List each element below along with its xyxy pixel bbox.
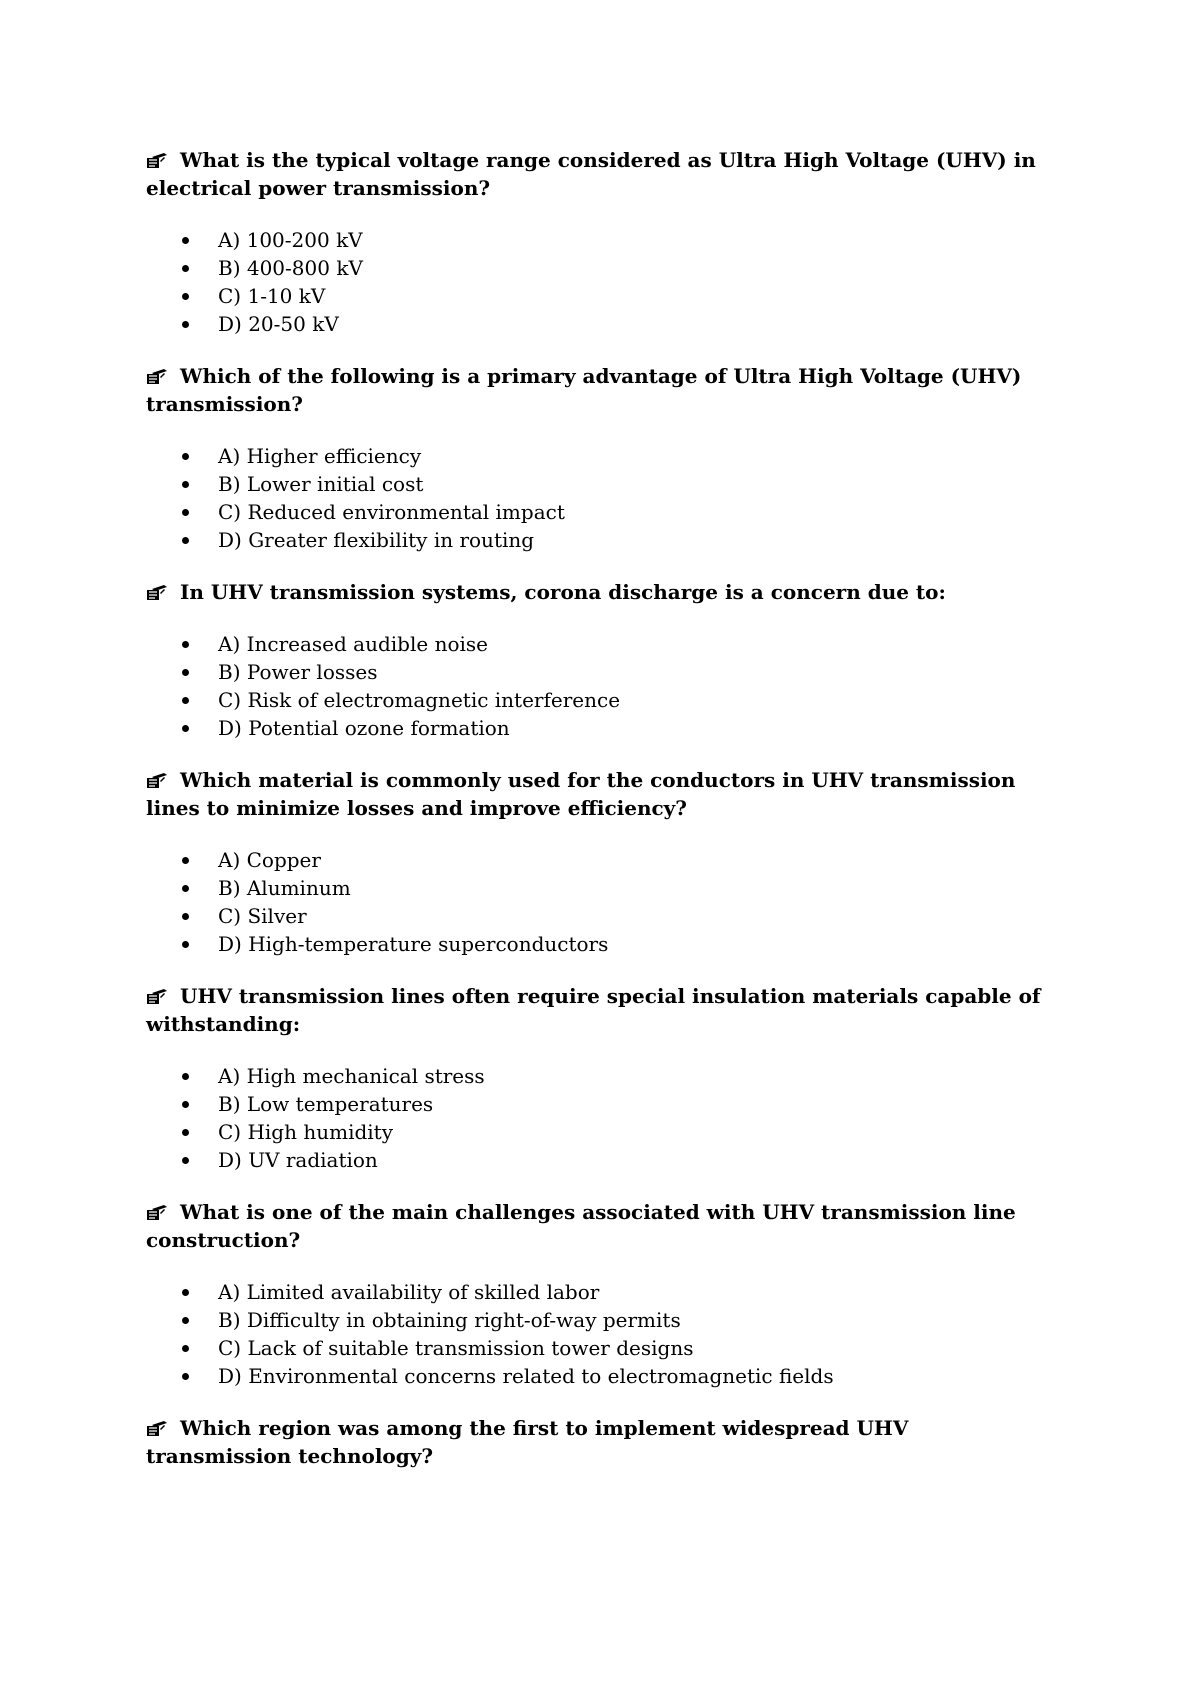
option-list xyxy=(146,1062,1046,1174)
bullet-dot xyxy=(182,481,189,488)
option-item xyxy=(182,226,1046,254)
bullet-dot xyxy=(182,509,189,516)
question-label: What is one of the main challenges associated with UHV transmission line construction? xyxy=(146,1200,1016,1252)
question-block xyxy=(146,1414,1046,1470)
option-list xyxy=(146,846,1046,958)
option-label: D) Greater flexibility in routing xyxy=(218,528,535,552)
option-label: A) Limited availability of skilled labor xyxy=(218,1280,600,1304)
option-item xyxy=(182,254,1046,282)
option-label: C) 1-10 kV xyxy=(218,284,326,308)
question-label: Which region was among the first to implement widespread UHV transmission technology? xyxy=(146,1416,909,1468)
option-label: B) Lower initial cost xyxy=(218,472,424,496)
question-block xyxy=(146,766,1046,958)
bullet-dot xyxy=(182,885,189,892)
page-with-pencil-icon xyxy=(146,772,170,789)
bullet-dot xyxy=(182,857,189,864)
page-with-pencil-icon xyxy=(146,152,170,169)
option-label: D) UV radiation xyxy=(218,1148,378,1172)
option-item xyxy=(182,1362,1046,1390)
option-item xyxy=(182,470,1046,498)
question-label: UHV transmission lines often require special insulation materials capable of withstanding: xyxy=(146,984,1041,1036)
question-text xyxy=(146,362,1046,418)
question-label: What is the typical voltage range considered as Ultra High Voltage (UHV) in electrical power transmission? xyxy=(146,148,1036,200)
question-text xyxy=(146,578,1046,606)
option-item xyxy=(182,1306,1046,1334)
question-label: In UHV transmission systems, corona discharge is a concern due to: xyxy=(180,580,946,604)
option-label: C) Silver xyxy=(218,904,307,928)
option-item xyxy=(182,1062,1046,1090)
option-label: D) Environmental concerns related to electromagnetic fields xyxy=(218,1364,834,1388)
option-label: C) High humidity xyxy=(218,1120,393,1144)
bullet-dot xyxy=(182,641,189,648)
bullet-dot xyxy=(182,669,189,676)
option-item xyxy=(182,630,1046,658)
option-item xyxy=(182,442,1046,470)
option-item xyxy=(182,714,1046,742)
bullet-dot xyxy=(182,321,189,328)
option-label: B) Aluminum xyxy=(218,876,351,900)
option-label: D) Potential ozone formation xyxy=(218,716,510,740)
question-text xyxy=(146,1198,1046,1254)
question-text xyxy=(146,766,1046,822)
option-label: B) Power losses xyxy=(218,660,378,684)
bullet-dot xyxy=(182,1317,189,1324)
bullet-dot xyxy=(182,1101,189,1108)
bullet-dot xyxy=(182,1073,189,1080)
question-text xyxy=(146,982,1046,1038)
question-text xyxy=(146,146,1046,202)
option-label: B) 400-800 kV xyxy=(218,256,363,280)
option-label: C) Risk of electromagnetic interference xyxy=(218,688,621,712)
page-with-pencil-icon xyxy=(146,988,170,1005)
option-item xyxy=(182,658,1046,686)
option-item xyxy=(182,902,1046,930)
option-item xyxy=(182,1118,1046,1146)
option-item xyxy=(182,1146,1046,1174)
bullet-dot xyxy=(182,941,189,948)
option-label: B) Low temperatures xyxy=(218,1092,434,1116)
question-block xyxy=(146,982,1046,1174)
option-item xyxy=(182,874,1046,902)
bullet-dot xyxy=(182,1157,189,1164)
page-with-pencil-icon xyxy=(146,584,170,601)
question-text xyxy=(146,1414,1046,1470)
option-item xyxy=(182,686,1046,714)
bullet-dot xyxy=(182,1373,189,1380)
option-item xyxy=(182,526,1046,554)
question-block xyxy=(146,578,1046,742)
option-label: C) Lack of suitable transmission tower designs xyxy=(218,1336,694,1360)
option-item xyxy=(182,1278,1046,1306)
page-with-pencil-icon xyxy=(146,368,170,385)
page-with-pencil-icon xyxy=(146,1420,170,1437)
bullet-dot xyxy=(182,1129,189,1136)
question-block xyxy=(146,146,1046,338)
option-label: A) Higher efficiency xyxy=(218,444,422,468)
bullet-dot xyxy=(182,1345,189,1352)
question-label: Which material is commonly used for the conductors in UHV transmission lines to minimize losses and improve efficiency? xyxy=(146,768,1016,820)
option-item xyxy=(182,498,1046,526)
question-block xyxy=(146,362,1046,554)
bullet-dot xyxy=(182,725,189,732)
option-item xyxy=(182,1334,1046,1362)
question-block xyxy=(146,1198,1046,1390)
question-label: Which of the following is a primary advantage of Ultra High Voltage (UHV) transmission? xyxy=(146,364,1022,416)
option-item xyxy=(182,310,1046,338)
bullet-dot xyxy=(182,453,189,460)
option-list xyxy=(146,630,1046,742)
bullet-dot xyxy=(182,537,189,544)
option-label: D) 20-50 kV xyxy=(218,312,339,336)
option-label: A) High mechanical stress xyxy=(218,1064,485,1088)
option-label: A) Increased audible noise xyxy=(218,632,488,656)
option-list xyxy=(146,1278,1046,1390)
page-with-pencil-icon xyxy=(146,1204,170,1221)
option-item xyxy=(182,846,1046,874)
bullet-dot xyxy=(182,1289,189,1296)
option-item xyxy=(182,1090,1046,1118)
bullet-dot xyxy=(182,293,189,300)
option-list xyxy=(146,226,1046,338)
option-list xyxy=(146,442,1046,554)
option-label: A) 100-200 kV xyxy=(218,228,363,252)
option-item xyxy=(182,930,1046,958)
bullet-dot xyxy=(182,913,189,920)
option-label: A) Copper xyxy=(218,848,321,872)
question-list xyxy=(146,146,1046,1494)
option-label: B) Difficulty in obtaining right-of-way permits xyxy=(218,1308,681,1332)
option-label: D) High-temperature superconductors xyxy=(218,932,609,956)
option-item xyxy=(182,282,1046,310)
bullet-dot xyxy=(182,265,189,272)
bullet-dot xyxy=(182,697,189,704)
bullet-dot xyxy=(182,237,189,244)
option-label: C) Reduced environmental impact xyxy=(218,500,565,524)
